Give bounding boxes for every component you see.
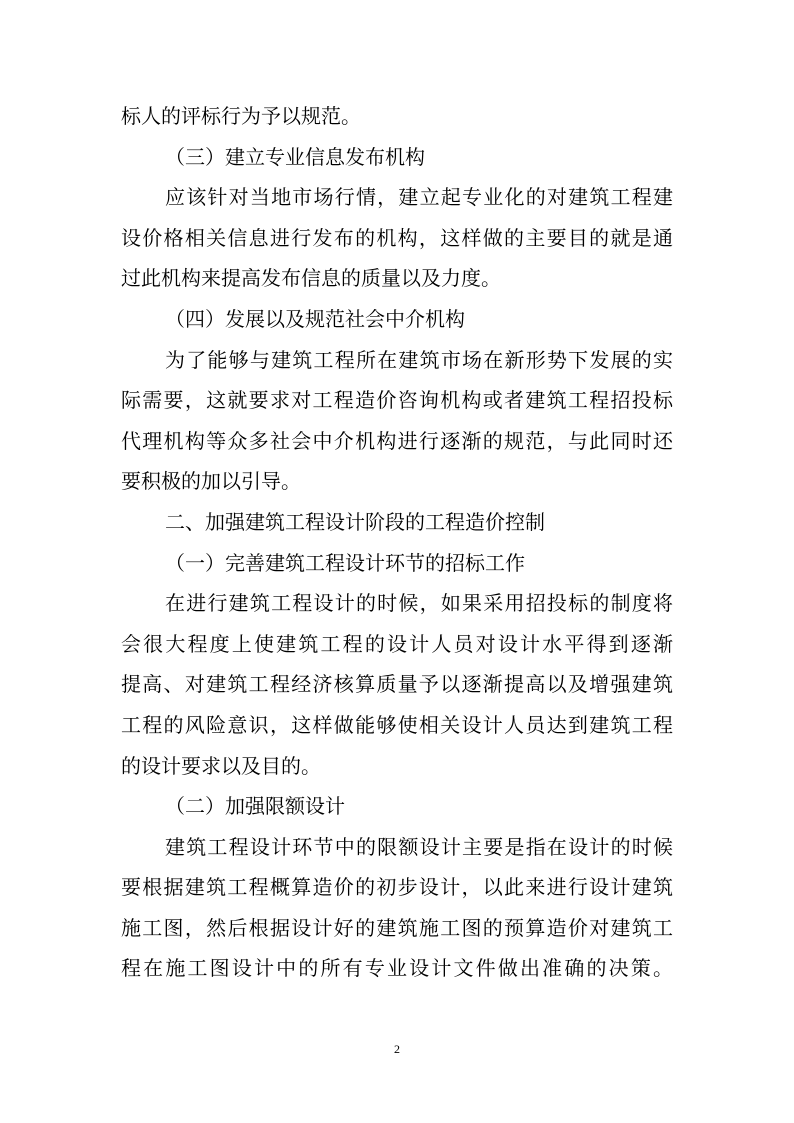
section-heading: （三）建立专业信息发布机构: [165, 144, 425, 169]
paragraph-line: 过此机构来提高发布信息的质量以及力度。: [121, 266, 501, 291]
section-heading: （四）发展以及规范社会中介机构: [165, 306, 465, 331]
body-text: [121, 96, 673, 989]
section-heading: （二）加强限额设计: [165, 794, 345, 819]
paragraph-line: 程在施工图设计中的所有专业设计文件做出准确的决策。: [121, 956, 673, 981]
paragraph-line: 提高、对建筑工程经济核算质量予以逐渐提高以及增强建筑: [121, 672, 673, 697]
paragraph-line: 设价格相关信息进行发布的机构，这样做的主要目的就是通: [121, 225, 673, 250]
paragraph-line: 工程的风险意识，这样做能够使相关设计人员达到建筑工程: [121, 712, 673, 737]
paragraph-line: 的设计要求以及目的。: [121, 753, 321, 778]
paragraph-line: 会很大程度上使建筑工程的设计人员对设计水平得到逐渐: [121, 631, 673, 656]
paragraph-line: 际需要，这就要求对工程造价咨询机构或者建筑工程招投标: [121, 388, 673, 413]
paragraph-line: 要根据建筑工程概算造价的初步设计，以此来进行设计建筑: [121, 875, 673, 900]
paragraph-line: 为了能够与建筑工程所在建筑市场在新形势下发展的实: [165, 347, 673, 372]
paragraph-line: 施工图，然后根据设计好的建筑施工图的预算造价对建筑工: [121, 915, 673, 940]
section-heading: 二、加强建筑工程设计阶段的工程造价控制: [165, 509, 545, 534]
paragraph-line: 标人的评标行为予以规范。: [121, 104, 361, 128]
paragraph-line: 代理机构等众多社会中介机构进行逐渐的规范，与此同时还: [121, 428, 673, 453]
paragraph-line: 要积极的加以引导。: [121, 469, 301, 494]
paragraph-line: 应该针对当地市场行情，建立起专业化的对建筑工程建: [165, 185, 673, 210]
page-number: 2: [394, 1042, 400, 1056]
section-heading: （一）完善建筑工程设计环节的招标工作: [165, 550, 525, 575]
paragraph-line: 建筑工程设计环节中的限额设计主要是指在设计的时候: [165, 834, 673, 859]
paragraph-line: 在进行建筑工程设计的时候，如果采用招投标的制度将: [165, 591, 673, 616]
